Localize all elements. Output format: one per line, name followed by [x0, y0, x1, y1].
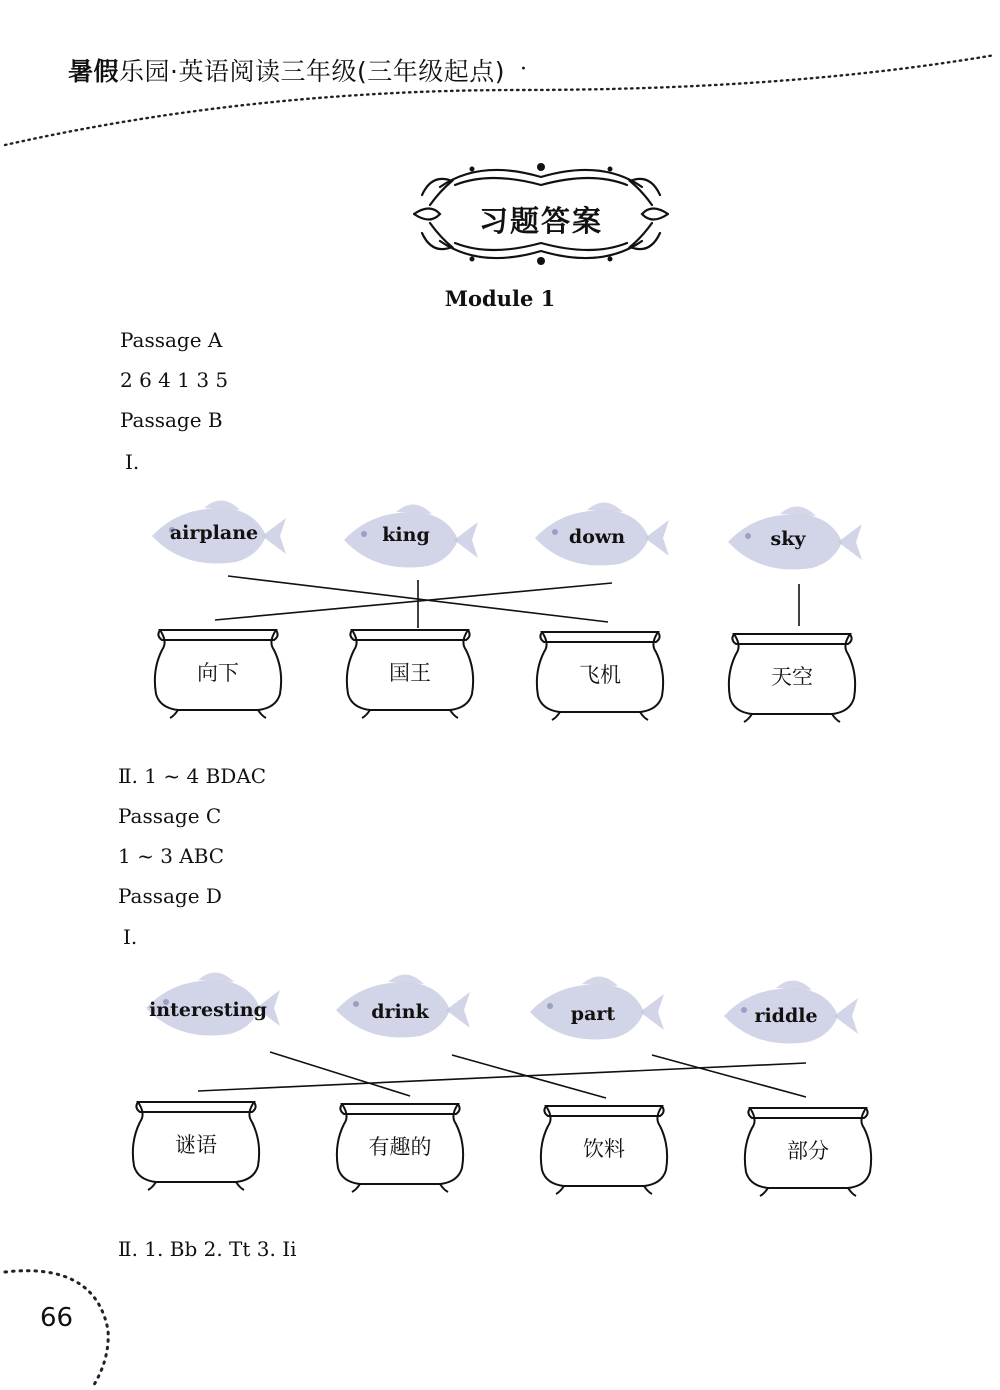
match-line-part: [652, 1055, 806, 1097]
passage-d-part1-label: Ⅰ.: [123, 925, 138, 949]
fish-word-4: sky: [770, 528, 806, 550]
fish-word-5: interesting: [149, 999, 267, 1021]
passage-b-part1-label: Ⅰ.: [125, 450, 140, 474]
fish-word-1: airplane: [169, 522, 259, 544]
page-number: 66: [40, 1303, 74, 1333]
header-title-rest: 乐园·英语阅读三年级(三年级起点): [119, 57, 505, 86]
passage-d-title: Passage D: [118, 884, 222, 908]
pot-word-8: 部分: [787, 1139, 829, 1163]
fish-word-7: part: [570, 1003, 616, 1025]
pot-word-2: 国王: [389, 661, 431, 685]
passage-c-answer: 1 ~ 3 ABC: [118, 844, 225, 868]
fish-word-2: king: [382, 524, 430, 546]
passage-d-part2: Ⅱ. 1. Bb 2. Tt 3. Ii: [118, 1237, 297, 1261]
pot-word-7: 饮料: [583, 1137, 625, 1161]
pot-word-5: 谜语: [175, 1133, 217, 1157]
pot-word-3: 飞机: [579, 663, 621, 687]
passage-a-answer: 2 6 4 1 3 5: [120, 368, 229, 392]
header-title-bold: 暑假: [68, 57, 120, 86]
passage-b-part2: Ⅱ. 1 ~ 4 BDAC: [118, 764, 267, 788]
pot-word-6: 有趣的: [368, 1135, 432, 1159]
passage-a-title: Passage A: [120, 328, 223, 352]
fish-word-8: riddle: [754, 1005, 818, 1027]
banner-title: 习题答案: [478, 204, 603, 238]
match-line-riddle: [198, 1063, 806, 1091]
header-dot: ·: [520, 57, 527, 82]
passage-c-title: Passage C: [118, 804, 222, 828]
pot-word-1: 向下: [197, 661, 239, 685]
pot-word-4: 天空: [771, 665, 813, 689]
match-line-interesting: [270, 1052, 410, 1096]
fish-word-3: down: [568, 526, 626, 548]
fish-word-6: drink: [371, 1001, 429, 1023]
passage-b-title: Passage B: [120, 408, 223, 432]
module-title: Module 1: [444, 286, 556, 311]
